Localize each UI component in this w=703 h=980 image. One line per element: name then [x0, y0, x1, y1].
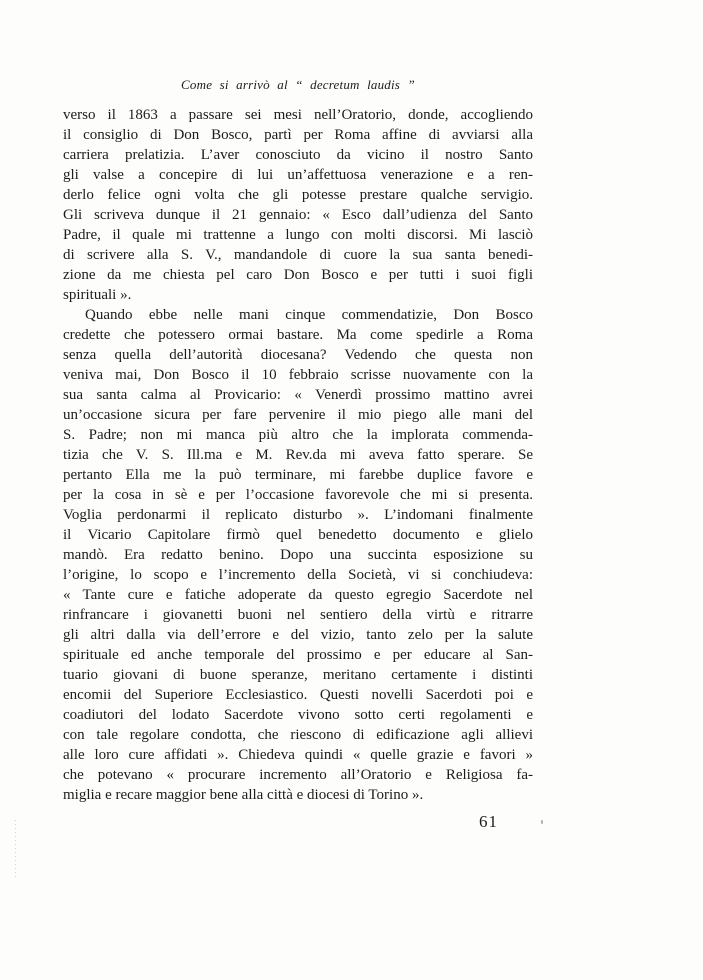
text-line: sua santa calma al Provicario: « Venerdì prossimo mattino avrei — [63, 387, 533, 403]
text-line: alle loro cure affidati ». Chiedeva quindi « quelle grazie e favori » — [63, 747, 533, 763]
scan-artifact-speck — [541, 820, 543, 824]
text-line: l’origine, lo scopo e l’incremento della Società, vi si conchiudeva: — [63, 567, 533, 583]
text-line: con tale regolare condotta, che riescono di edificazione agli allievi — [63, 727, 533, 743]
text-line: Gli scriveva dunque il 21 gennaio: « Esco dall’udienza del Santo — [63, 207, 533, 223]
text-line: che potevano « procurare incremento all’Oratorio e Religiosa fa- — [63, 767, 533, 783]
text-line: il consiglio di Don Bosco, partì per Roma affine di avviarsi alla — [63, 127, 533, 143]
text-line: tuario giovani di buone speranze, meritano certamente i distinti — [63, 667, 533, 683]
text-line: spirituali ». — [63, 287, 132, 303]
page-body — [63, 105, 533, 805]
text-line: Quando ebbe nelle mani cinque commendatizie, Don Bosco — [85, 307, 533, 323]
text-line: S. Padre; non mi manca più altro che la implorata commenda- — [63, 427, 533, 443]
text-line: spirituale ed anche temporale del prossimo e per educare al San- — [63, 647, 533, 663]
text-line: pertanto Ella me la può terminare, mi farebbe duplice favore e — [63, 467, 533, 483]
running-header: Come si arrivò al “ decretum laudis ” — [181, 77, 415, 92]
scan-artifact-dotted-line — [15, 820, 16, 878]
text-line: per la cosa in sè e per l’occasione favorevole che mi si presenta. — [63, 487, 533, 503]
text-line: gli altri dalla via dell’errore e del vizio, tanto zelo per la salute — [63, 627, 533, 643]
text-line: tizia che V. S. Ill.ma e M. Rev.da mi aveva fatto sperare. Se — [63, 447, 533, 463]
text-line: Voglia perdonarmi il replicato disturbo ». L’indomani finalmente — [63, 507, 533, 523]
text-line: Padre, il quale mi trattenne a lungo con molti discorsi. Mi lasciò — [63, 227, 533, 243]
page-number: 61 — [479, 812, 498, 831]
text-line: derlo felice ogni volta che gli potesse prestare qualche servigio. — [63, 187, 533, 203]
text-line: rinfrancare i giovanetti buoni nel sentiero della virtù e ritrarre — [63, 607, 533, 623]
text-line: credette che potessero ormai bastare. Ma come spedirle a Roma — [63, 327, 533, 343]
paragraph — [63, 305, 533, 805]
text-line: un’occasione sicura per fare pervenire il mio piego alle mani del — [63, 407, 533, 423]
text-line: veniva mai, Don Bosco il 10 febbraio scrisse nuovamente con la — [63, 367, 533, 383]
text-line: senza quella dell’autorità diocesana? Vedendo che questa non — [63, 347, 533, 363]
text-line: miglia e recare maggior bene alla città e diocesi di Torino ». — [63, 787, 424, 803]
text-line: gli valse a concepire di lui un’affettuosa venerazione e a ren- — [63, 167, 533, 183]
text-line: « Tante cure e fatiche adoperate da questo egregio Sacerdote nel — [63, 587, 533, 603]
text-line: encomii del Superiore Ecclesiastico. Questi novelli Sacerdoti poi e — [63, 687, 533, 703]
text-line: zione da me chiesta pel caro Don Bosco e per tutti i suoi figli — [63, 267, 533, 283]
text-line: il Vicario Capitolare firmò quel benedetto documento e glielo — [63, 527, 533, 543]
text-line: mandò. Era redatto benino. Dopo una succinta esposizione su — [63, 547, 533, 563]
text-line: carriera prelatizia. L’aver conosciuto da vicino il nostro Santo — [63, 147, 533, 163]
text-line: verso il 1863 a passare sei mesi nell’Oratorio, donde, accogliendo — [63, 107, 533, 123]
text-line: di scrivere alla S. V., mandandole di cuore la sua santa benedi- — [63, 247, 533, 263]
text-line: coadiutori del lodato Sacerdote vivono sotto certi regolamenti e — [63, 707, 533, 723]
paragraph — [63, 105, 533, 305]
